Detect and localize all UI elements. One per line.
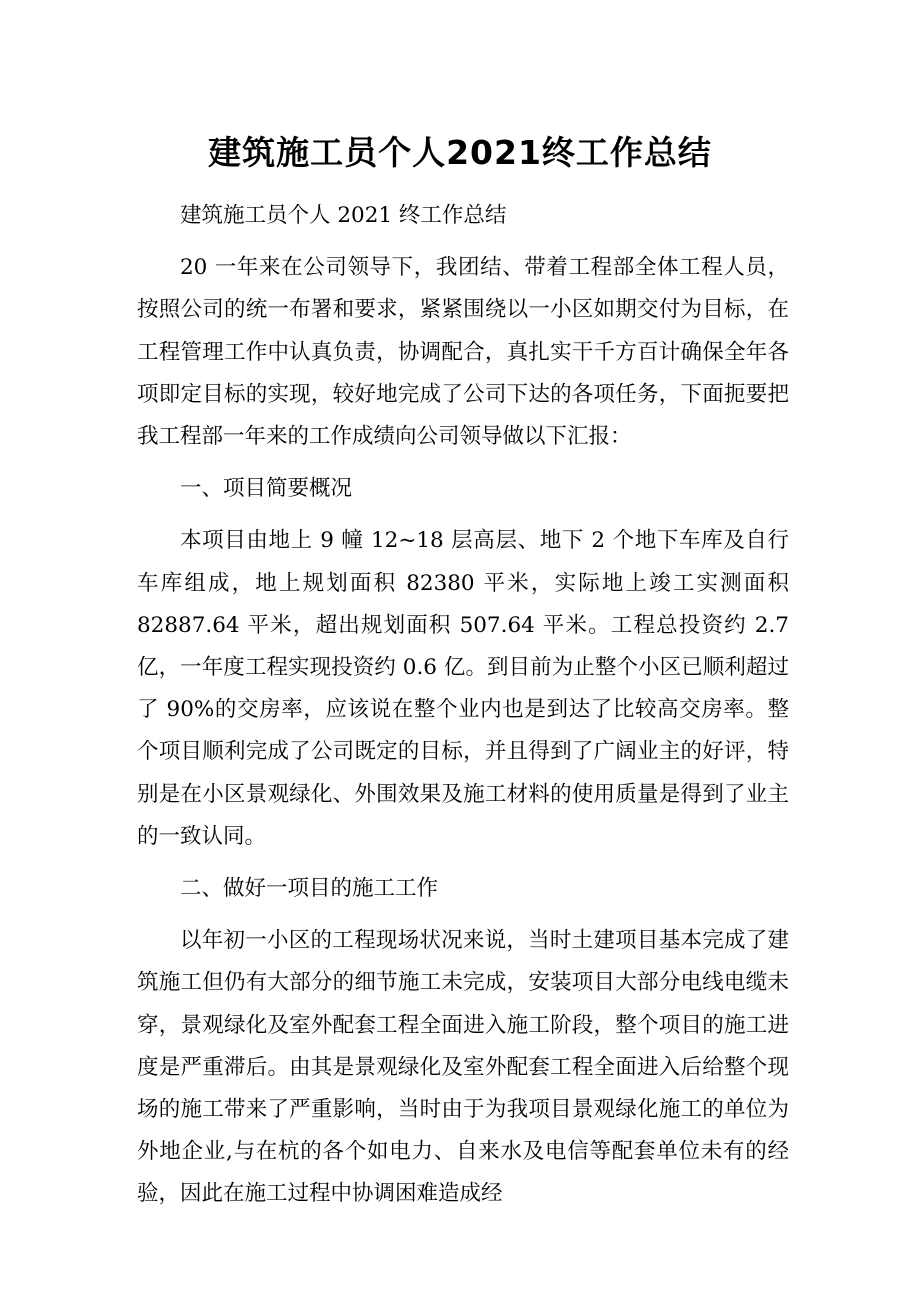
- document-subtitle: 建筑施工员个人 2021 终工作总结: [180, 203, 507, 228]
- spacer: [137, 510, 789, 520]
- section-heading-construction: 二、做好一项目的施工工作: [180, 876, 439, 902]
- spacer: [137, 858, 789, 868]
- document-title: 建筑施工员个人2021终工作总结: [208, 133, 712, 172]
- document-body: [137, 195, 789, 1216]
- intro-paragraph: 20 一年来在公司领导下，我团结、带着工程部全体工程人员，按照公司的统一布署和要求，紧紧围绕以一小区如期交付为目标，在工程管理工作中认真负责，协调配合，真扎实干千方百计确保全年各项即定目标的实现，较好地完成了公司下达的各项任务，下面扼要把我工程部一年来的工作成绩向公司领导做以下汇报：: [137, 255, 789, 450]
- spacer: [137, 237, 789, 247]
- section-heading-overview: 一、项目简要概况: [180, 476, 353, 502]
- spacer: [137, 458, 789, 468]
- spacer: [137, 910, 789, 920]
- construction-paragraph: 以年初一小区的工程现场状况来说，当时土建项目基本完成了建筑施工但仍有大部分的细节施工未完成，安装项目大部分电线电缆未穿，景观绿化及室外配套工程全面进入施工阶段，整个项目的施工进度是严重滞后。由其是景观绿化及室外配套工程全面进入后给整个现场的施工带来了严重影响，当时由于为我项目景观绿化施工的单位为外地企业,与在杭的各个如电力、自来水及电信等配套单位未有的经验，因此在施工过程中协调困难造成经: [137, 928, 789, 1207]
- overview-paragraph: 本项目由地上 9 幢 12~18 层高层、地下 2 个地下车库及自行车库组成，地上规划面积 82380 平米，实际地上竣工实测面积 82887.64 平米，超出规划面积 507.64 平米。工程总投资约 2.7 亿，一年度工程实现投资约 0.6 亿。到目前为止整个小区已顺利超过了 90%的交房率，应该说在整个业内也是到达了比较高交房率。整个项目顺利完成了公司既定的目标，并且得到了广阔业主的好评，特别是在小区景观绿化、外围效果及施工材料的使用质量是得到了业主的一致认同。: [137, 528, 789, 849]
